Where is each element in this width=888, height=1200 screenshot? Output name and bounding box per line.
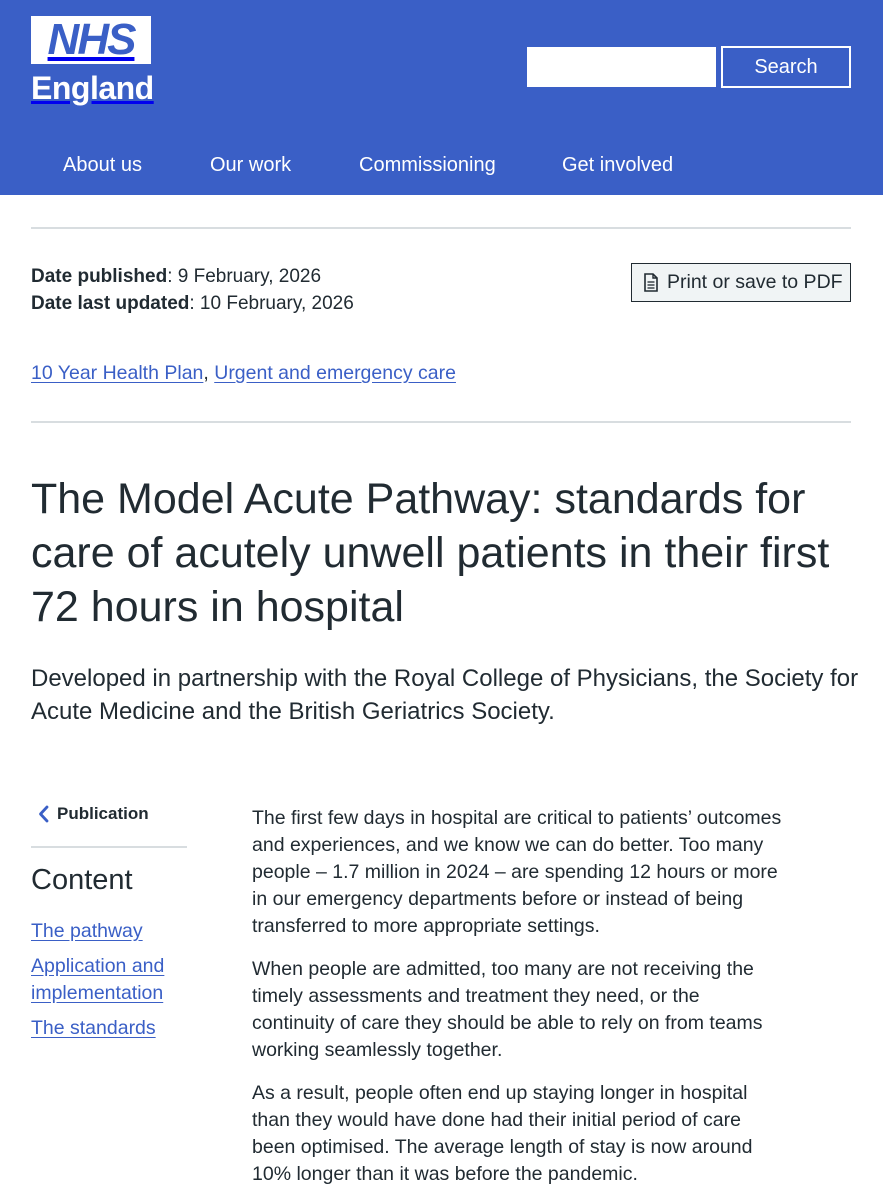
date-published-label: Date published [31, 266, 168, 287]
nav-item-commissioning[interactable]: Commissioning [359, 154, 496, 176]
print-pdf-label: Print or save to PDF [667, 271, 843, 293]
sidebar-divider [31, 846, 187, 848]
search-button[interactable]: Search [721, 46, 851, 88]
site-header [0, 0, 883, 195]
date-published-value: : 9 February, 2026 [167, 266, 322, 287]
date-updated-label: Date last updated [31, 293, 190, 314]
nav-item-about-us[interactable]: About us [63, 154, 142, 176]
nhs-logo-box [31, 16, 151, 64]
print-pdf-button[interactable] [631, 263, 851, 302]
contents-link-the-standards[interactable]: The standards [31, 1017, 156, 1039]
contents-link-the-pathway[interactable]: The pathway [31, 920, 143, 942]
main-nav [0, 150, 883, 180]
contents-item [31, 918, 201, 945]
tag-link[interactable]: 10 Year Health Plan [31, 362, 204, 384]
contents-item [31, 1015, 201, 1042]
back-to-publication-link[interactable] [38, 804, 149, 824]
page-subtitle: Developed in partnership with the Royal College of Physicians, the Society for Acute Medicine and the British Geriatrics Society. [31, 665, 859, 725]
contents-item [31, 953, 201, 1007]
contents-link-application-and-implementation[interactable]: Application and implementation [31, 955, 165, 1004]
article-body [252, 805, 782, 1188]
chevron-left-icon [38, 805, 49, 823]
topic-tags [31, 359, 456, 387]
contents-heading: Content [31, 864, 133, 896]
date-updated [31, 290, 354, 317]
divider [31, 421, 851, 423]
page-title: The Model Acute Pathway: standards for care of acutely unwell patients in their first 72 hours in hospital [31, 475, 830, 631]
back-link-label: Publication [57, 804, 149, 823]
search-input[interactable] [527, 47, 716, 87]
body-paragraph: As a result, people often end up staying longer in hospital than they would have done had their initial period of care been optimised. The average length of stay is now around 10% longer than it was before the pandemic. [252, 1082, 753, 1185]
date-updated-value: : 10 February, 2026 [189, 293, 354, 314]
tag-link[interactable]: Urgent and emergency care [214, 362, 456, 384]
publication-dates [31, 263, 354, 317]
date-published [31, 263, 354, 290]
body-paragraph: When people are admitted, too many are not receiving the timely assessments and treatment they need, or the continuity of care they should be able to rely on from teams working seamlessly together. [252, 958, 763, 1061]
logo-subtitle: England [31, 70, 154, 106]
document-icon [644, 273, 658, 292]
nhs-logo-text: NHS [47, 15, 135, 64]
nhs-england-logo[interactable] [31, 16, 154, 106]
nav-item-get-involved[interactable]: Get involved [562, 154, 674, 176]
tag-separator: , [203, 362, 215, 384]
contents-list [31, 918, 201, 1042]
nav-item-our-work[interactable]: Our work [210, 154, 292, 176]
divider [31, 227, 851, 229]
body-paragraph: The first few days in hospital are critical to patients’ outcomes and experiences, and we know we can do better. Too many people – 1.7 million in 2024 – are spending 12 hours or more in our emergency departments before or instead of being transferred to more appropriate settings. [252, 807, 782, 937]
